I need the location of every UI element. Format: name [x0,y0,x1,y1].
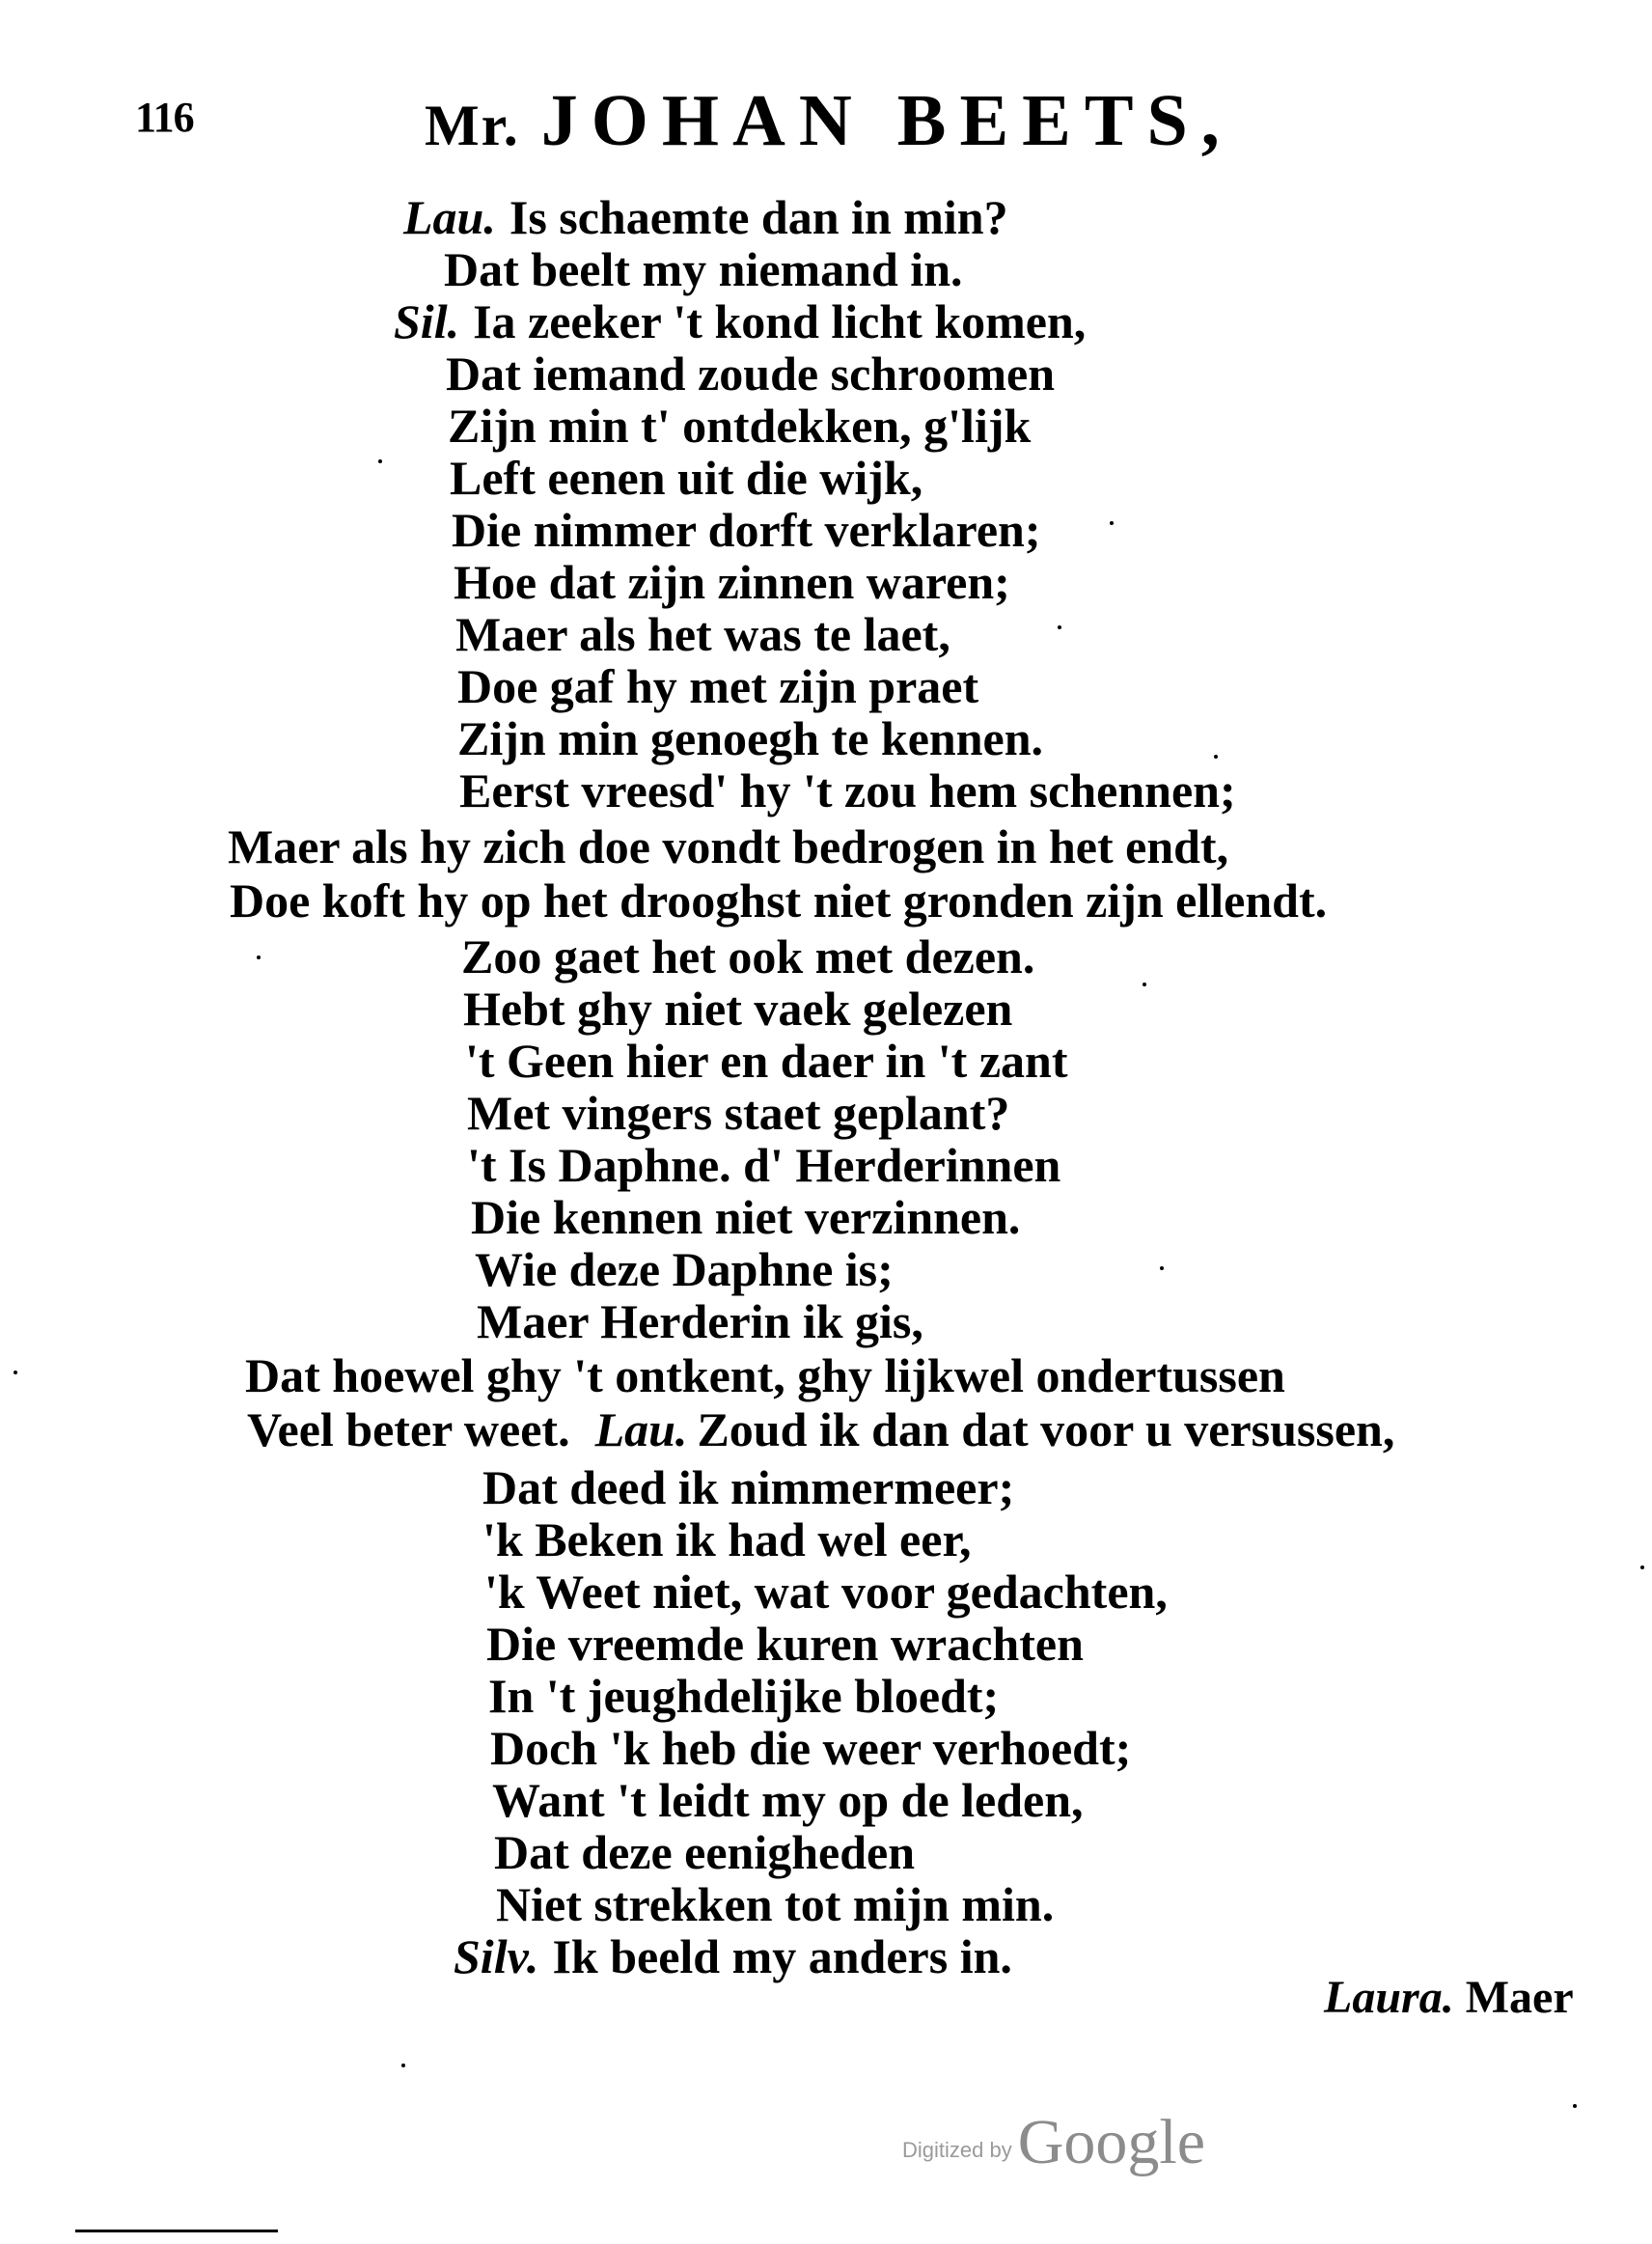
verse-text: 'k Beken ik had wel eer, [482,1512,972,1566]
verse-line [482,1459,1014,1515]
verse-line [452,502,1041,558]
verse-text: Maer als hy zich doe vondt bedrogen in het endt, [228,819,1229,873]
verse-text: Eerst vreesd' hy 't zou hem schennen; [459,763,1236,817]
verse-text: Hebt ghy niet vaek gelezen [463,982,1013,1036]
verse-line [475,1241,894,1297]
verse-text: Dat iemand zoude schroomen [446,346,1056,401]
running-header [135,69,1341,176]
verse-text: Doe koft hy op het drooghst niet gronden zijn ellendt. [230,873,1328,928]
verse-text: Veel beter weet. [247,1402,570,1456]
ink-speck [1058,625,1061,629]
verse-text: Met vingers staet geplant? [467,1086,1010,1140]
verse-text: Dat deze eenigheden [494,1825,916,1879]
verse-line [228,818,1228,874]
verse-line [486,1616,1084,1672]
scan-edge-rule [75,2230,278,2232]
verse-text: Ik beeld my anders in. [552,1929,1012,1983]
verse-text: Wie deze Daphne is; [475,1242,894,1296]
verse-line [457,710,1043,766]
verse-text-continued: Zoud ik dan dat voor u versussen, [697,1402,1395,1456]
verse-text: Zijn min genoegh te kennen. [457,711,1044,765]
page-number: 116 [135,94,194,141]
verse-line [463,981,1012,1037]
verse-line [465,1033,1068,1089]
speaker-label: Sil. [394,294,460,348]
verse-line [457,658,978,714]
verse-text: Dat deed ik nimmermeer; [482,1460,1015,1514]
verse-line [245,1347,1285,1403]
verse-text: Maer Herderin ik gis, [477,1294,923,1348]
verse-text: Maer als het was te laet, [455,607,950,661]
verse-line [471,1189,1020,1245]
verse-text: Doe gaf hy met zijn praet [457,659,979,713]
ink-speck [1573,2104,1577,2108]
verse-line [394,293,1086,349]
verse-text: Die vreemde kuren wrachten [486,1617,1084,1671]
verse-text: 't Is Daphne. d' Herderinnen [467,1138,1061,1192]
ink-speck [1160,1266,1164,1270]
verse-line [446,346,1055,402]
ink-speck [1640,1565,1644,1569]
verse-line [454,554,1010,610]
verse-text: Want 't leidt my op de leden, [492,1773,1084,1827]
verse-text: Hoe dat zijn zinnen waren; [454,555,1010,609]
verse-line [477,1293,923,1349]
catchword-speaker: Laura. [1324,1972,1454,2023]
verse-text: 't Geen hier en daer in 't zant [465,1034,1068,1088]
verse-text: Ia zeeker 't kond licht komen, [473,294,1087,348]
digitization-watermark [902,2106,1205,2179]
ink-speck [401,2064,405,2067]
verse-text: Die kennen niet verzinnen. [471,1190,1021,1244]
digitized-by-label: Digitized by [902,2138,1012,2162]
verse-line [488,1668,999,1724]
verse-line [490,1720,1131,1776]
verse-line [247,1401,1394,1457]
verse-text: Dat hoewel ghy 't ontkent, ghy lijkwel ondertussen [245,1348,1285,1402]
verse-line [494,1824,915,1880]
verse-text: Dat beelt my niemand in. [444,242,963,296]
verse-line [444,241,963,297]
ink-speck [14,1371,17,1374]
verse-text: Zijn min t' ontdekken, g'lijk [448,399,1032,453]
verse-text: Left eenen uit die wijk, [450,451,923,505]
verse-line [492,1772,1084,1828]
verse-text: Doch 'k heb die weer verhoedt; [490,1721,1132,1775]
verse-line [448,398,1031,454]
verse-line [496,1876,1054,1932]
verse-text: Zoo gaet het ook met dezen. [461,929,1035,983]
ink-speck [1214,755,1218,759]
verse-line [467,1085,1009,1141]
speaker-label: Lau. [403,190,496,244]
verse-text: Niet strekken tot mijn min. [496,1877,1055,1931]
ink-speck [378,459,382,463]
verse-text: 'k Weet niet, wat voor gedachten, [484,1565,1168,1619]
author-name: JOHAN BEETS, [540,80,1233,161]
verse-line [467,1137,1060,1193]
author-prefix: Mr. [425,94,520,157]
verse-line [455,606,950,662]
verse-line [482,1511,972,1567]
speaker-label: Silv. [454,1929,539,1983]
google-wordmark: Google [1017,2107,1206,2177]
verse-line [454,1928,1012,1984]
running-title [425,79,1233,163]
speaker-label: Lau. [594,1402,688,1456]
verse-line [403,189,1008,245]
verse-line [459,762,1236,818]
verse-line [450,450,922,506]
verse-line [230,873,1327,928]
verse-text: Die nimmer dorft verklaren; [452,503,1041,557]
catchword-text: Maer [1465,1972,1574,2023]
ink-speck [1143,983,1146,986]
verse-text: In 't jeughdelijke bloedt; [488,1669,1000,1723]
ink-speck [1110,521,1114,525]
ink-speck [257,956,261,959]
catchword [1324,1971,1574,2024]
verse-line [461,928,1034,984]
verse-line [484,1564,1168,1620]
verse-text: Is schaemte dan in min? [509,190,1008,244]
